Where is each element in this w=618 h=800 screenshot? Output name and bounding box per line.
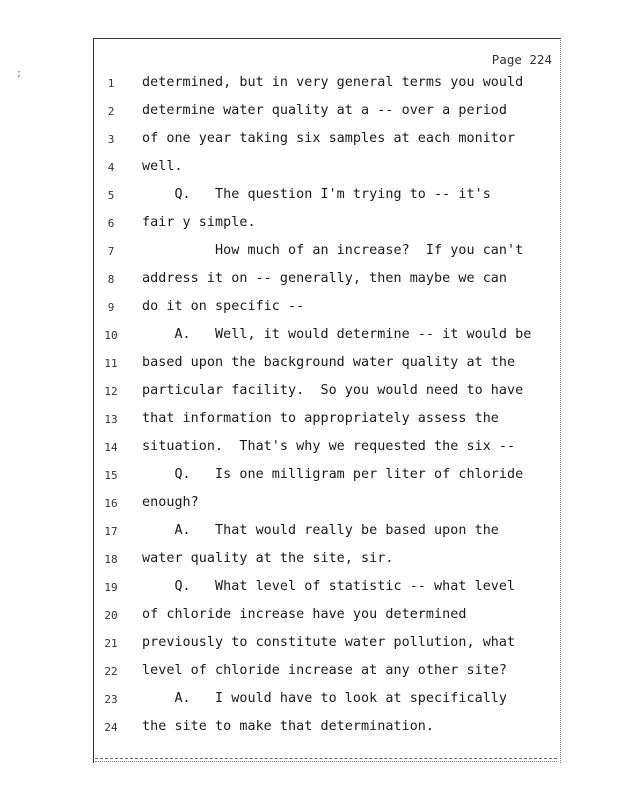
transcript-line	[0, 439, 618, 459]
line-number: 8	[107, 273, 115, 286]
line-text: that information to appropriately assess the	[142, 411, 499, 426]
transcript-line	[0, 243, 618, 263]
line-text: Q. The question I'm trying to -- it's	[142, 187, 491, 202]
line-number: 10	[104, 329, 118, 342]
line-number: 7	[107, 245, 115, 258]
transcript-line	[0, 719, 618, 739]
line-number: 19	[104, 581, 118, 594]
line-text: address it on -- generally, then maybe we can	[142, 271, 508, 286]
transcript-line	[0, 467, 618, 487]
line-text: Q. Is one milligram per liter of chloride	[142, 467, 524, 482]
transcript-line	[0, 271, 618, 291]
line-number: 18	[104, 553, 118, 566]
line-text: particular facility. So you would need to have	[142, 383, 524, 398]
transcript-line	[0, 131, 618, 151]
transcript-line	[0, 383, 618, 403]
line-text: do it on specific --	[142, 299, 305, 314]
line-text: water quality at the site, sir.	[142, 551, 394, 566]
transcript-line	[0, 75, 618, 95]
line-number: 23	[104, 693, 118, 706]
line-text: A. I would have to look at specifically	[142, 691, 508, 706]
line-number: 9	[107, 301, 115, 314]
line-text: well.	[142, 159, 183, 174]
line-number: 12	[104, 385, 118, 398]
line-number: 5	[107, 189, 115, 202]
line-number: 2	[107, 105, 115, 118]
transcript-line	[0, 299, 618, 319]
line-number: 6	[107, 217, 115, 230]
transcript-line	[0, 159, 618, 179]
line-text: Q. What level of statistic -- what level	[142, 579, 516, 594]
transcript-line	[0, 663, 618, 683]
line-number: 22	[104, 665, 118, 678]
transcript-line	[0, 579, 618, 599]
line-text: enough?	[142, 495, 199, 510]
line-number: 11	[104, 357, 118, 370]
line-number: 24	[104, 721, 118, 734]
transcript-line	[0, 691, 618, 711]
line-number: 17	[104, 525, 118, 538]
line-number: 16	[104, 497, 118, 510]
transcript-line	[0, 327, 618, 347]
line-text: of chloride increase have you determined	[142, 607, 467, 622]
line-text: determined, but in very general terms you would	[142, 75, 524, 90]
line-text: fair y simple.	[142, 215, 256, 230]
bottom-rule-dotted	[95, 761, 557, 762]
bottom-rule	[95, 758, 557, 759]
line-text: the site to make that determination.	[142, 719, 435, 734]
transcript-line	[0, 411, 618, 431]
margin-mark: ;	[16, 68, 23, 79]
transcript-line	[0, 495, 618, 515]
transcript-line	[0, 215, 618, 235]
line-text: of one year taking six samples at each monitor	[142, 131, 516, 146]
transcript-line	[0, 523, 618, 543]
line-text: based upon the background water quality at the	[142, 355, 516, 370]
transcript-line	[0, 635, 618, 655]
line-number: 1	[107, 77, 115, 90]
line-text: A. Well, it would determine -- it would be	[142, 327, 532, 342]
page-number: Page 224	[491, 52, 552, 67]
transcript-line	[0, 355, 618, 375]
line-number: 3	[107, 133, 115, 146]
line-number: 13	[104, 413, 118, 426]
transcript-line	[0, 187, 618, 207]
line-number: 20	[104, 609, 118, 622]
line-text: level of chloride increase at any other site?	[142, 663, 508, 678]
line-number: 15	[104, 469, 118, 482]
transcript-line	[0, 103, 618, 123]
line-number: 21	[104, 637, 118, 650]
line-text: previously to constitute water pollution, what	[142, 635, 516, 650]
transcript-line	[0, 607, 618, 627]
line-text: determine water quality at a -- over a period	[142, 103, 508, 118]
transcript-line	[0, 551, 618, 571]
line-text: A. That would really be based upon the	[142, 523, 499, 538]
line-text: situation. That's why we requested the six --	[142, 439, 516, 454]
line-text: How much of an increase? If you can't	[142, 243, 524, 258]
line-number: 14	[104, 441, 118, 454]
line-number: 4	[107, 161, 115, 174]
